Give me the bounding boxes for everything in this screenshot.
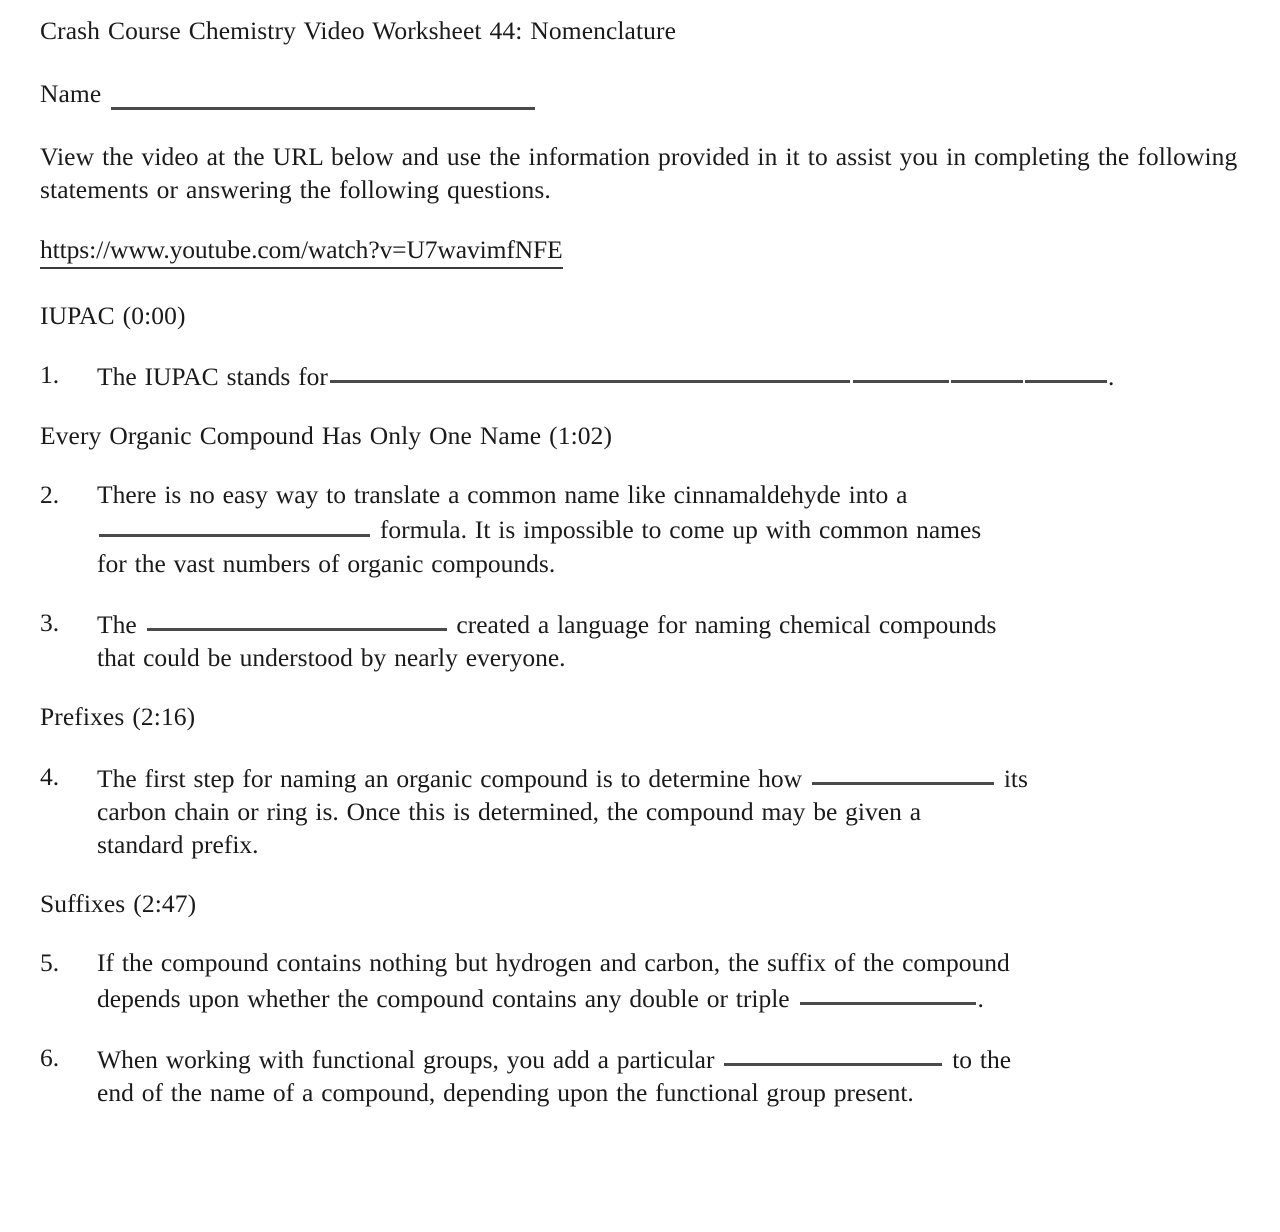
question-5 — [40, 946, 1255, 1015]
question-2-body — [97, 478, 1255, 580]
question-4-body — [97, 760, 1255, 862]
question-4-line-3: standard prefix. — [97, 830, 259, 860]
question-3-body — [97, 606, 1255, 675]
name-input-blank[interactable] — [111, 87, 535, 110]
question-1-blank-a[interactable] — [330, 356, 850, 383]
question-6-line-2: end of the name of a compound, depending upon the functional group present. — [97, 1078, 914, 1108]
question-5-number: 5. — [40, 948, 60, 978]
section-heading-prefixes: Prefixes (2:16) — [40, 702, 196, 732]
question-4-blank[interactable] — [812, 758, 994, 785]
section-heading-suffixes: Suffixes (2:47) — [40, 889, 197, 919]
question-3-after-blank: created a language for naming chemical compounds — [456, 610, 997, 640]
question-4-after-blank: its — [1003, 763, 1028, 793]
question-3-blank[interactable] — [147, 604, 447, 631]
question-2-number: 2. — [40, 480, 60, 510]
question-3-line-2: that could be understood by nearly everyone. — [97, 643, 566, 673]
video-url-row — [40, 233, 1255, 299]
question-4-number: 4. — [40, 761, 60, 791]
question-5-line-1: If the compound contains nothing but hydrogen and carbon, the suffix of the compound — [97, 948, 1010, 978]
question-6-after-blank: to the — [952, 1045, 1012, 1075]
section-heading-iupac: IUPAC (0:00) — [40, 300, 186, 330]
question-5-before-blank: depends upon whether the compound contains any double or triple — [97, 983, 790, 1013]
question-2-line-1: There is no easy way to translate a common name like cinnamaldehyde into a — [97, 480, 908, 510]
document-body — [40, 14, 1255, 1135]
name-field-row — [40, 77, 1255, 110]
question-5-body — [97, 946, 1255, 1015]
page-title: Crash Course Chemistry Video Worksheet 44: Nomenclature — [40, 16, 677, 45]
intro-paragraph: View the video at the URL below and use the information provided in it to assist you in completing the following statements or answering the following questions. — [40, 142, 1238, 205]
question-2-after-blank: formula. It is impossible to come up with common names — [379, 515, 982, 545]
question-6-number: 6. — [40, 1042, 60, 1072]
question-1 — [40, 358, 1255, 393]
question-1-text-before: The IUPAC stands for — [97, 362, 328, 392]
question-5-blank[interactable] — [800, 978, 976, 1005]
question-6-body — [97, 1041, 1255, 1110]
question-1-blank-c[interactable] — [951, 356, 1023, 383]
question-3-before-blank: The — [97, 610, 137, 640]
question-3-number: 3. — [40, 607, 60, 637]
section-heading-one-name: Every Organic Compound Has Only One Name (1:02) — [40, 421, 613, 451]
question-1-number: 1. — [40, 359, 60, 389]
name-label: Name — [40, 79, 102, 109]
question-4-line-2: carbon chain or ring is. Once this is determined, the compound may be given a — [97, 796, 922, 826]
question-6 — [40, 1041, 1255, 1110]
question-1-body — [97, 358, 1255, 393]
question-5-after-blank: . — [977, 983, 984, 1013]
question-2-blank[interactable] — [99, 509, 370, 536]
video-url-link[interactable]: https://www.youtube.com/watch?v=U7wavimfNFE — [40, 233, 563, 269]
question-1-blank-d[interactable] — [1025, 356, 1107, 383]
question-4 — [40, 760, 1255, 862]
question-6-before-blank: When working with functional groups, you add a particular — [97, 1045, 715, 1075]
question-4-before-blank: The first step for naming an organic compound is to determine how — [97, 763, 803, 793]
question-1-text-after: . — [1107, 362, 1115, 392]
question-3 — [40, 606, 1255, 675]
question-1-blank-b[interactable] — [853, 356, 949, 383]
question-6-blank[interactable] — [724, 1039, 942, 1066]
question-2 — [40, 478, 1255, 580]
question-2-line-3: for the vast numbers of organic compounds. — [97, 548, 556, 578]
